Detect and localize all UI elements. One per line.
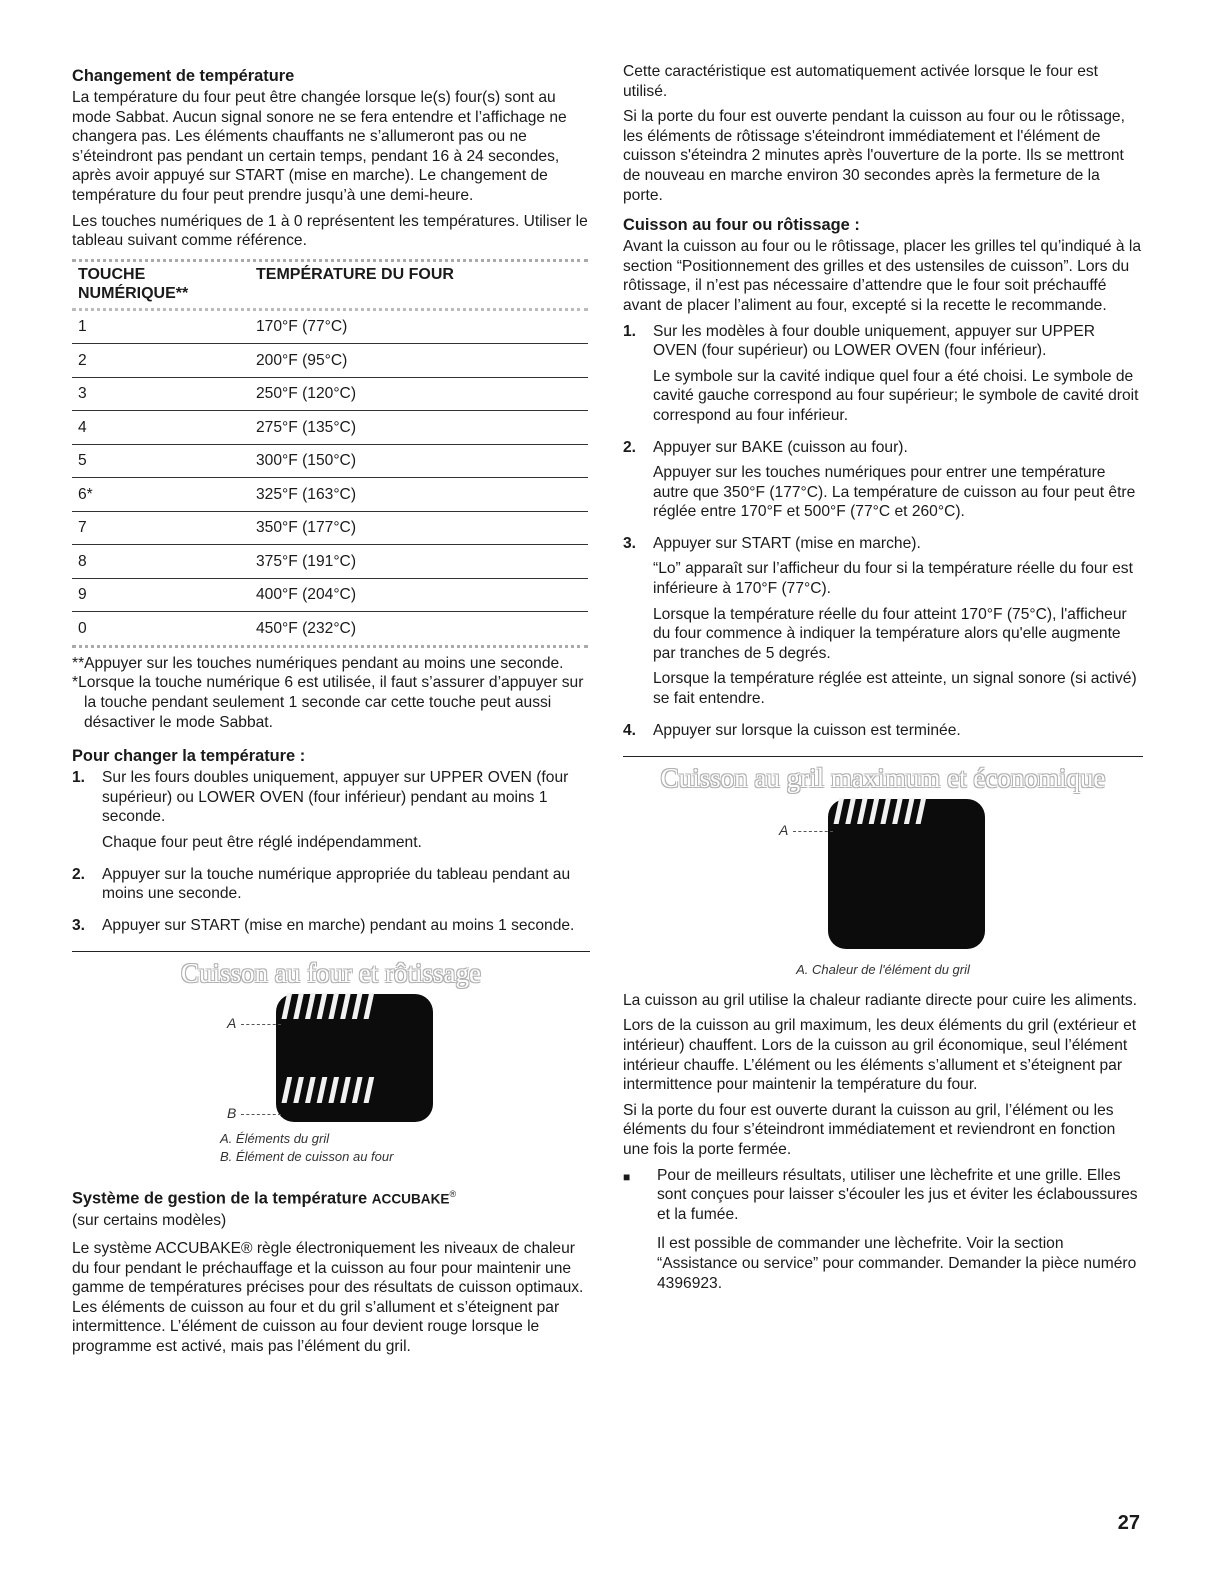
heading-changement-temperature: Changement de température bbox=[72, 67, 295, 85]
cell-temperature: 275°F (135°C) bbox=[256, 418, 357, 436]
step-number: 4. bbox=[623, 721, 637, 739]
step-subtext: Chaque four peut être réglé indépendamment. bbox=[102, 833, 422, 851]
leader-line bbox=[241, 1024, 281, 1025]
broil-coil-icon: 𝒍𝒍𝒍𝒍𝒍𝒍𝒍𝒍 bbox=[281, 986, 375, 1027]
table-row bbox=[72, 344, 588, 378]
section-title-cuisson-four: Cuisson au four et rôtissage bbox=[181, 958, 481, 989]
steps-cuisson bbox=[623, 322, 1143, 747]
list-item bbox=[623, 438, 1143, 528]
header-touche-line1: TOUCHE bbox=[78, 265, 146, 283]
step-text: Sur les fours doubles uniquement, appuyer sur UPPER OVEN (four supérieur) ou LOWER OVEN (four inférieur) pendant au moins 1 seconde. bbox=[102, 769, 569, 826]
left-column bbox=[72, 62, 590, 1363]
section-divider bbox=[72, 951, 590, 952]
step-number: 1. bbox=[72, 769, 86, 787]
cell-touche: 8 bbox=[78, 552, 87, 570]
table-row bbox=[72, 311, 588, 345]
cell-touche: 3 bbox=[78, 385, 87, 403]
paragraph: Lors de la cuisson au gril maximum, les deux éléments du gril (extérieur et intérieur) chauffent. Lors de la cuisson au gril économique, seul l’élément intérieur chauffe. L’élément ou les éléments s’allument et s’éteignent par intermittence pour maintenir la température du four. bbox=[623, 1017, 1137, 1094]
step-number: 2. bbox=[623, 438, 637, 456]
cell-temperature: 450°F (232°C) bbox=[256, 619, 357, 637]
paragraph: La cuisson au gril utilise la chaleur radiante directe pour cuire les aliments. bbox=[623, 991, 1137, 1009]
cell-temperature: 300°F (150°C) bbox=[256, 452, 357, 470]
leader-line bbox=[241, 1114, 281, 1115]
paragraph: Le système ACCUBAKE® règle électroniquement les niveaux de chaleur du four pendant le préchauffage et la cuisson au four pour maintenir une gamme de températures précises pour des résultats de cuisson optimaux. Les éléments de cuisson au four et du gril s’allument et s’éteignent par intermittence. L’élément de cuisson au four devient rouge lorsque le programme est activé, mais pas l’élément du gril. bbox=[72, 1239, 584, 1355]
step-text: Appuyer sur START (mise en marche) pendant au moins 1 seconde. bbox=[102, 916, 575, 934]
list-item bbox=[72, 768, 590, 858]
cell-temperature: 200°F (95°C) bbox=[256, 351, 348, 369]
heading-systeme-text: Système de gestion de la température bbox=[72, 1189, 368, 1208]
header-touche bbox=[72, 265, 256, 303]
page-number: 27 bbox=[1117, 1512, 1140, 1534]
table-header bbox=[72, 259, 588, 311]
caption-b: B. Élément de cuisson au four bbox=[220, 1148, 394, 1164]
cell-touche: 1 bbox=[78, 318, 87, 336]
cell-touche: 7 bbox=[78, 519, 87, 537]
step-number: 3. bbox=[623, 534, 637, 552]
paragraph: Les touches numériques de 1 à 0 représentent les températures. Utiliser le tableau suivant comme référence. bbox=[72, 212, 588, 250]
steps-pour-changer bbox=[72, 768, 590, 941]
list-item bbox=[72, 865, 590, 910]
table-row bbox=[72, 411, 588, 445]
callout-b: B bbox=[227, 1104, 237, 1121]
figure-broil-element bbox=[753, 791, 1013, 949]
cell-temperature: 400°F (204°C) bbox=[256, 586, 357, 604]
paragraph: Avant la cuisson au four ou le rôtissage, placer les grilles tel qu’indiqué à la section “Positionnement des grilles et des ustensiles de cuisson”. Lors du rôtissage, il n’est pas nécessaire d’attendre que le four soit préchauffé avant de placer l’aliment au four, excepté si la recette le recommande. bbox=[623, 238, 1142, 314]
table-row bbox=[72, 579, 588, 613]
footnote-double-star: **Appuyer sur les touches numériques pendant au moins une seconde. bbox=[72, 654, 564, 672]
subheading-modeles: (sur certains modèles) bbox=[72, 1212, 227, 1230]
step-text: Sur les modèles à four double uniquement, appuyer sur UPPER OVEN (four supérieur) ou LOWER OVEN (four inférieur). bbox=[653, 322, 1096, 360]
step-text: Appuyer sur BAKE (cuisson au four). bbox=[653, 438, 908, 456]
step-text: Appuyer sur lorsque la cuisson est terminée. bbox=[653, 721, 961, 739]
figure-caption: A. Chaleur de l'élément du gril bbox=[796, 961, 970, 977]
header-touche-line2: NUMÉRIQUE** bbox=[78, 284, 189, 302]
heading-cuisson-rotissage: Cuisson au four ou rôtissage : bbox=[623, 216, 860, 235]
step-subtext: “Lo” apparaît sur l’afficheur du four si la température réelle du four est inférieure à 170°F (77°C). bbox=[653, 560, 1133, 598]
paragraph: Cette caractéristique est automatiquement activée lorsque le four est utilisé. bbox=[623, 63, 1098, 100]
step-number: 2. bbox=[72, 865, 86, 883]
paragraph: Si la porte du four est ouverte pendant la cuisson au four ou le rôtissage, les éléments de rôtissage s'éteindront immédiatement et l'élément de cuisson s'éteindra 2 minutes après l'ouverture de la porte. Ils se mettront de nouveau en marche environ 30 secondes après la fermeture de la porte. bbox=[623, 108, 1125, 204]
bake-coil-icon: 𝒍𝒍𝒍𝒍𝒍𝒍𝒍𝒍 bbox=[281, 1070, 375, 1111]
list-item bbox=[623, 534, 1143, 715]
cell-temperature: 350°F (177°C) bbox=[256, 519, 357, 537]
step-subtext: Lorsque la température réglée est atteinte, un signal sonore (si activé) se fait entendre. bbox=[653, 670, 1137, 708]
bullet-subtext: Il est possible de commander une lèchefrite. Voir la section “Assistance ou service” pour commander. Demander la pièce numéro 4396923. bbox=[657, 1235, 1137, 1292]
bullet-text: Pour de meilleurs résultats, utiliser une lèchefrite et une grille. Elles sont conçues pour laisser s'écouler les jus et éviter les éclaboussures et la fumée. bbox=[657, 1166, 1138, 1223]
callout-a: A bbox=[227, 1014, 237, 1031]
broil-coil-icon: 𝒍𝒍𝒍𝒍𝒍𝒍𝒍𝒍 bbox=[833, 791, 927, 832]
heading-accubake: ACCUBAKE bbox=[371, 1191, 450, 1207]
section-title-gril: Cuisson au gril maximum et économique bbox=[660, 763, 1106, 794]
section-divider bbox=[623, 756, 1143, 757]
caption-a: A. Éléments du gril bbox=[220, 1130, 330, 1146]
leader-line bbox=[793, 831, 833, 832]
footnote-star: *Lorsque la touche numérique 6 est utilisée, il faut s’assurer d’appuyer sur la touche pendant seulement 1 seconde car cette touche peut aussi désactiver le mode Sabbat. bbox=[72, 674, 584, 731]
step-number: 3. bbox=[72, 916, 86, 934]
step-subtext: Appuyer sur les touches numériques pour entrer une température autre que 350°F (177°C). La température de cuisson au four peut être réglée entre 170°F et 500°F (77°C et 260°C). bbox=[653, 464, 1136, 521]
table-row bbox=[72, 378, 588, 412]
header-temperature: TEMPÉRATURE DU FOUR bbox=[256, 265, 454, 283]
list-item bbox=[623, 1166, 1143, 1300]
cell-temperature: 375°F (191°C) bbox=[256, 552, 357, 570]
step-subtext: Le symbole sur la cavité indique quel four a été choisi. Le symbole de cavité gauche correspond au four supérieur; le symbole de cavité droit correspond au four inférieur. bbox=[653, 367, 1139, 424]
cell-touche: 4 bbox=[78, 418, 87, 436]
step-text: Appuyer sur START (mise en marche). bbox=[653, 534, 921, 552]
table-row bbox=[72, 478, 588, 512]
step-text: Appuyer sur la touche numérique appropriée du tableau pendant au moins une seconde. bbox=[102, 865, 571, 903]
table-row bbox=[72, 445, 588, 479]
cell-touche: 5 bbox=[78, 452, 87, 470]
cell-touche: 0 bbox=[78, 619, 87, 637]
temperature-table bbox=[72, 259, 588, 648]
callout-a: A bbox=[779, 821, 789, 838]
step-number: 1. bbox=[623, 322, 637, 340]
paragraph: La température du four peut être changée lorsque le(s) four(s) sont au mode Sabbat. Aucun signal sonore ne se fera entendre et l’affichage ne changera pas. Les éléments chauffants ne s’allumeront pas ou ne s’éteindront pas pendant un certain temps, pendant 16 à 24 secondes, après avoir appuyé sur START (mise en marche). Le changement de température du four peut prendre jusqu’à une demi-heure. bbox=[72, 89, 567, 204]
cell-temperature: 325°F (163°C) bbox=[256, 485, 357, 503]
bullet-square-icon: ■ bbox=[623, 1169, 631, 1184]
cell-temperature: 170°F (77°C) bbox=[256, 318, 348, 336]
heading-systeme-accubake bbox=[72, 1184, 590, 1209]
step-subtext: Lorsque la température réelle du four atteint 170°F (75°C), l'afficheur du four commence à indiquer la température alors qu'elle augmente par tranches de 5 degrés. bbox=[653, 605, 1127, 662]
heading-pour-changer: Pour changer la température : bbox=[72, 747, 306, 766]
list-item bbox=[623, 322, 1143, 432]
list-item bbox=[72, 916, 590, 942]
figure-caption bbox=[72, 1130, 590, 1166]
cell-touche: 6* bbox=[78, 485, 93, 503]
figure-bake-elements bbox=[201, 986, 461, 1124]
table-row bbox=[72, 512, 588, 546]
table-row bbox=[72, 612, 588, 648]
cell-touche: 2 bbox=[78, 351, 87, 369]
cell-touche: 9 bbox=[78, 586, 87, 604]
paragraph: Si la porte du four est ouverte durant la cuisson au gril, l’élément ou les éléments du four s’éteindront immédiatement et reviendront en fonction une fois la porte fermée. bbox=[623, 1101, 1116, 1158]
table-row bbox=[72, 545, 588, 579]
list-item bbox=[623, 721, 1143, 747]
cell-temperature: 250°F (120°C) bbox=[256, 385, 357, 403]
right-column bbox=[623, 62, 1143, 1299]
registered-mark: ® bbox=[449, 1188, 457, 1199]
